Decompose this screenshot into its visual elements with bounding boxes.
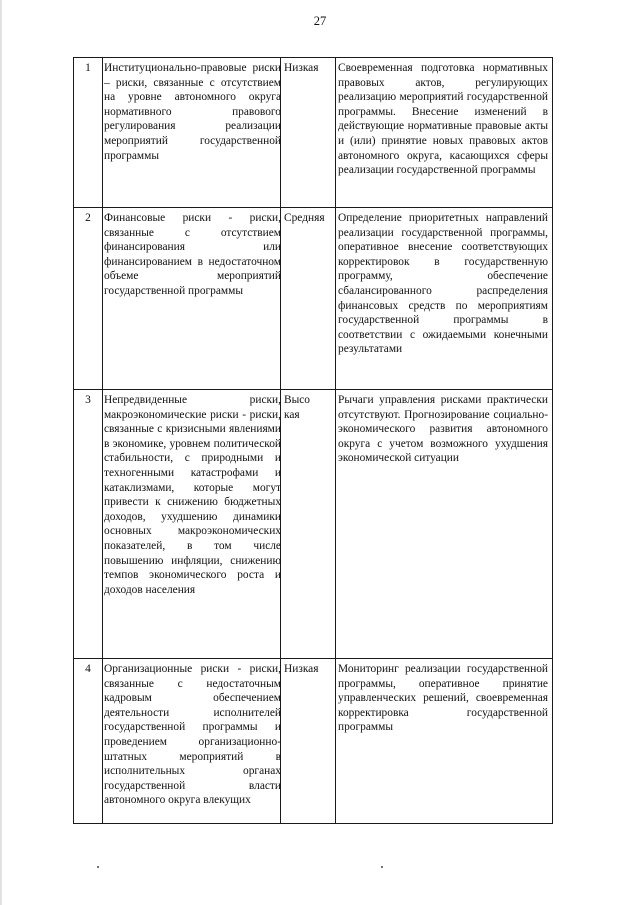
row-number: 1 [85, 62, 91, 74]
risk-description: Организационные риски - риски, связанные с недостаточным кадровым обеспечением деятельности исполнителей государственной программы и проведением организационно-штатных мероприятий в исполнительных органах государственной власти автономного округа влекущих [104, 663, 281, 807]
row-divider [74, 389, 552, 390]
risk-measures: Своевременная подготовка нормативных правовых актов, регулирующих реализацию мероприятий государственной программы. Внесение изменений в действующие нормативные правовые акты и (или) принятие новых правовых актов автономного округа, касающихся сферы реализации государственной программы [338, 62, 548, 177]
scan-edge-shadow [0, 0, 2, 905]
risk-description: Институционально-правовые риски – риски, связанные с отсутствием на уровне автономного округа нормативного правового регулирования реализации мероприятий государственной программы [104, 62, 281, 162]
risk-table [73, 57, 553, 824]
risk-level: Низкая [284, 62, 319, 74]
risk-level: Высо кая [284, 394, 311, 421]
risk-description: Непредвиденные риски, макроэкономические риски - риски, связанные с кризисными явлениями в экономике, уровнем политической стабильности, с природными и техногенными катастрофами и катаклизмами, которые могут привести к снижению бюджетных доходов, ухудшению динамики основных макроэкономических показателей, в том числе повышению инфляции, снижению темпов экономического роста и доходов населения [104, 394, 281, 596]
scan-speck [97, 866, 99, 868]
scan-speck [381, 866, 383, 868]
row-number: 2 [85, 212, 91, 224]
risk-measures: Определение приоритетных направлений реализации государственной программы, оперативное внесение соответствующих корректировок в государственную программу, обеспечение сбалансированного распределения финансовых средств по мероприятиям государственной программы в соответствии с ожидаемыми конечными результатами [338, 212, 548, 356]
risk-level: Средняя [284, 212, 325, 224]
row-divider [74, 207, 552, 208]
risk-level: Низкая [284, 663, 319, 675]
row-number: 3 [85, 394, 91, 406]
risk-description: Финансовые риски - риски, связанные с отсутствием финансирования или финансированием в недостаточном объеме мероприятий государственной программы [104, 212, 281, 297]
row-number: 4 [85, 663, 91, 675]
risk-measures: Мониторинг реализации государственной программы, оперативное принятие управленческих решений, своевременная корректировка государственной программы [338, 663, 548, 734]
page-number: 27 [313, 14, 327, 28]
row-divider [74, 658, 552, 659]
column-divider [335, 58, 336, 823]
risk-measures: Рычаги управления рисками практически отсутствуют. Прогнозирование социально-экономического развития автономного округа с учетом возможного ухудшения экономической ситуации [338, 394, 548, 465]
